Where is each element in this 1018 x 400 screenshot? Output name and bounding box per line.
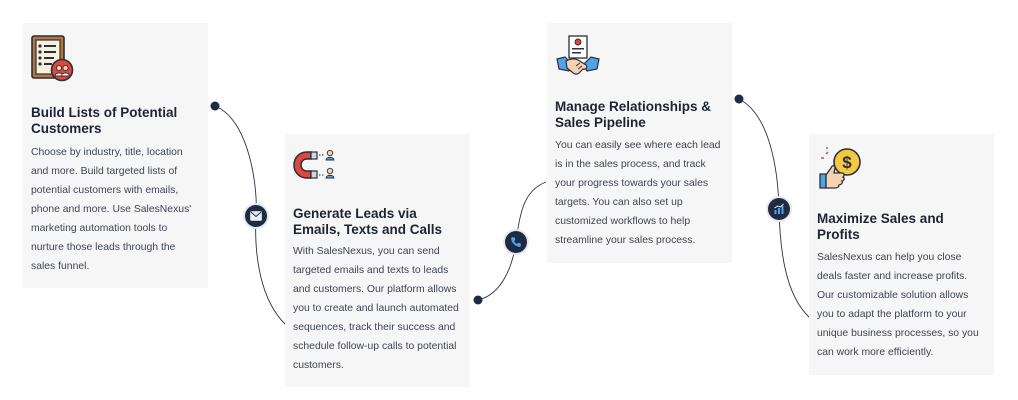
customer-list-icon [31,35,75,88]
connector-dot [211,102,220,111]
dollar-thumbs-up-icon [817,146,865,195]
step-title: Manage Relationships & Sales Pipeline [555,99,712,130]
connector-dot [735,95,744,104]
step-description: SalesNexus can help you close deals faster and increase profits. Our customizable solution allows you to adapt the platform to your unique business processes, so you can work more efficiently. [817,252,979,358]
envelope-icon [245,205,267,227]
step-title: Generate Leads via Emails, Texts and Calls [293,206,443,237]
handshake-icon [555,35,601,82]
step-description: Choose by industry, title, location and more. Build targeted lists of potential customers with emails, phone and more. Use SalesNexus' marketing automation tools to nurture those leads through the sales funnel. [31,147,192,272]
magnet-icon [293,148,339,189]
phone-icon [505,231,527,253]
step-description: With SalesNexus, you can send targeted emails and texts to leads and customers. Our platform allows you to create and launch automated sequences, track their success and schedule follow-up calls to potential customers. [293,246,459,371]
step-description: You can easily see where each lead is in the sales process, and track your progress towards your sales targets. You can also set up customized workflows to help streamline your sales process. [555,140,721,246]
step-card-generate-leads [285,134,470,387]
connector-dot [474,296,483,305]
chart-icon [768,198,790,220]
step-title: Build Lists of Potential Customers [31,105,178,136]
svg-text:$: $ [842,153,852,172]
step-card-manage-relationships [547,23,732,263]
step-card-build-lists [23,23,208,288]
step-title: Maximize Sales and Profits [817,211,944,242]
step-card-maximize-sales [809,134,994,375]
